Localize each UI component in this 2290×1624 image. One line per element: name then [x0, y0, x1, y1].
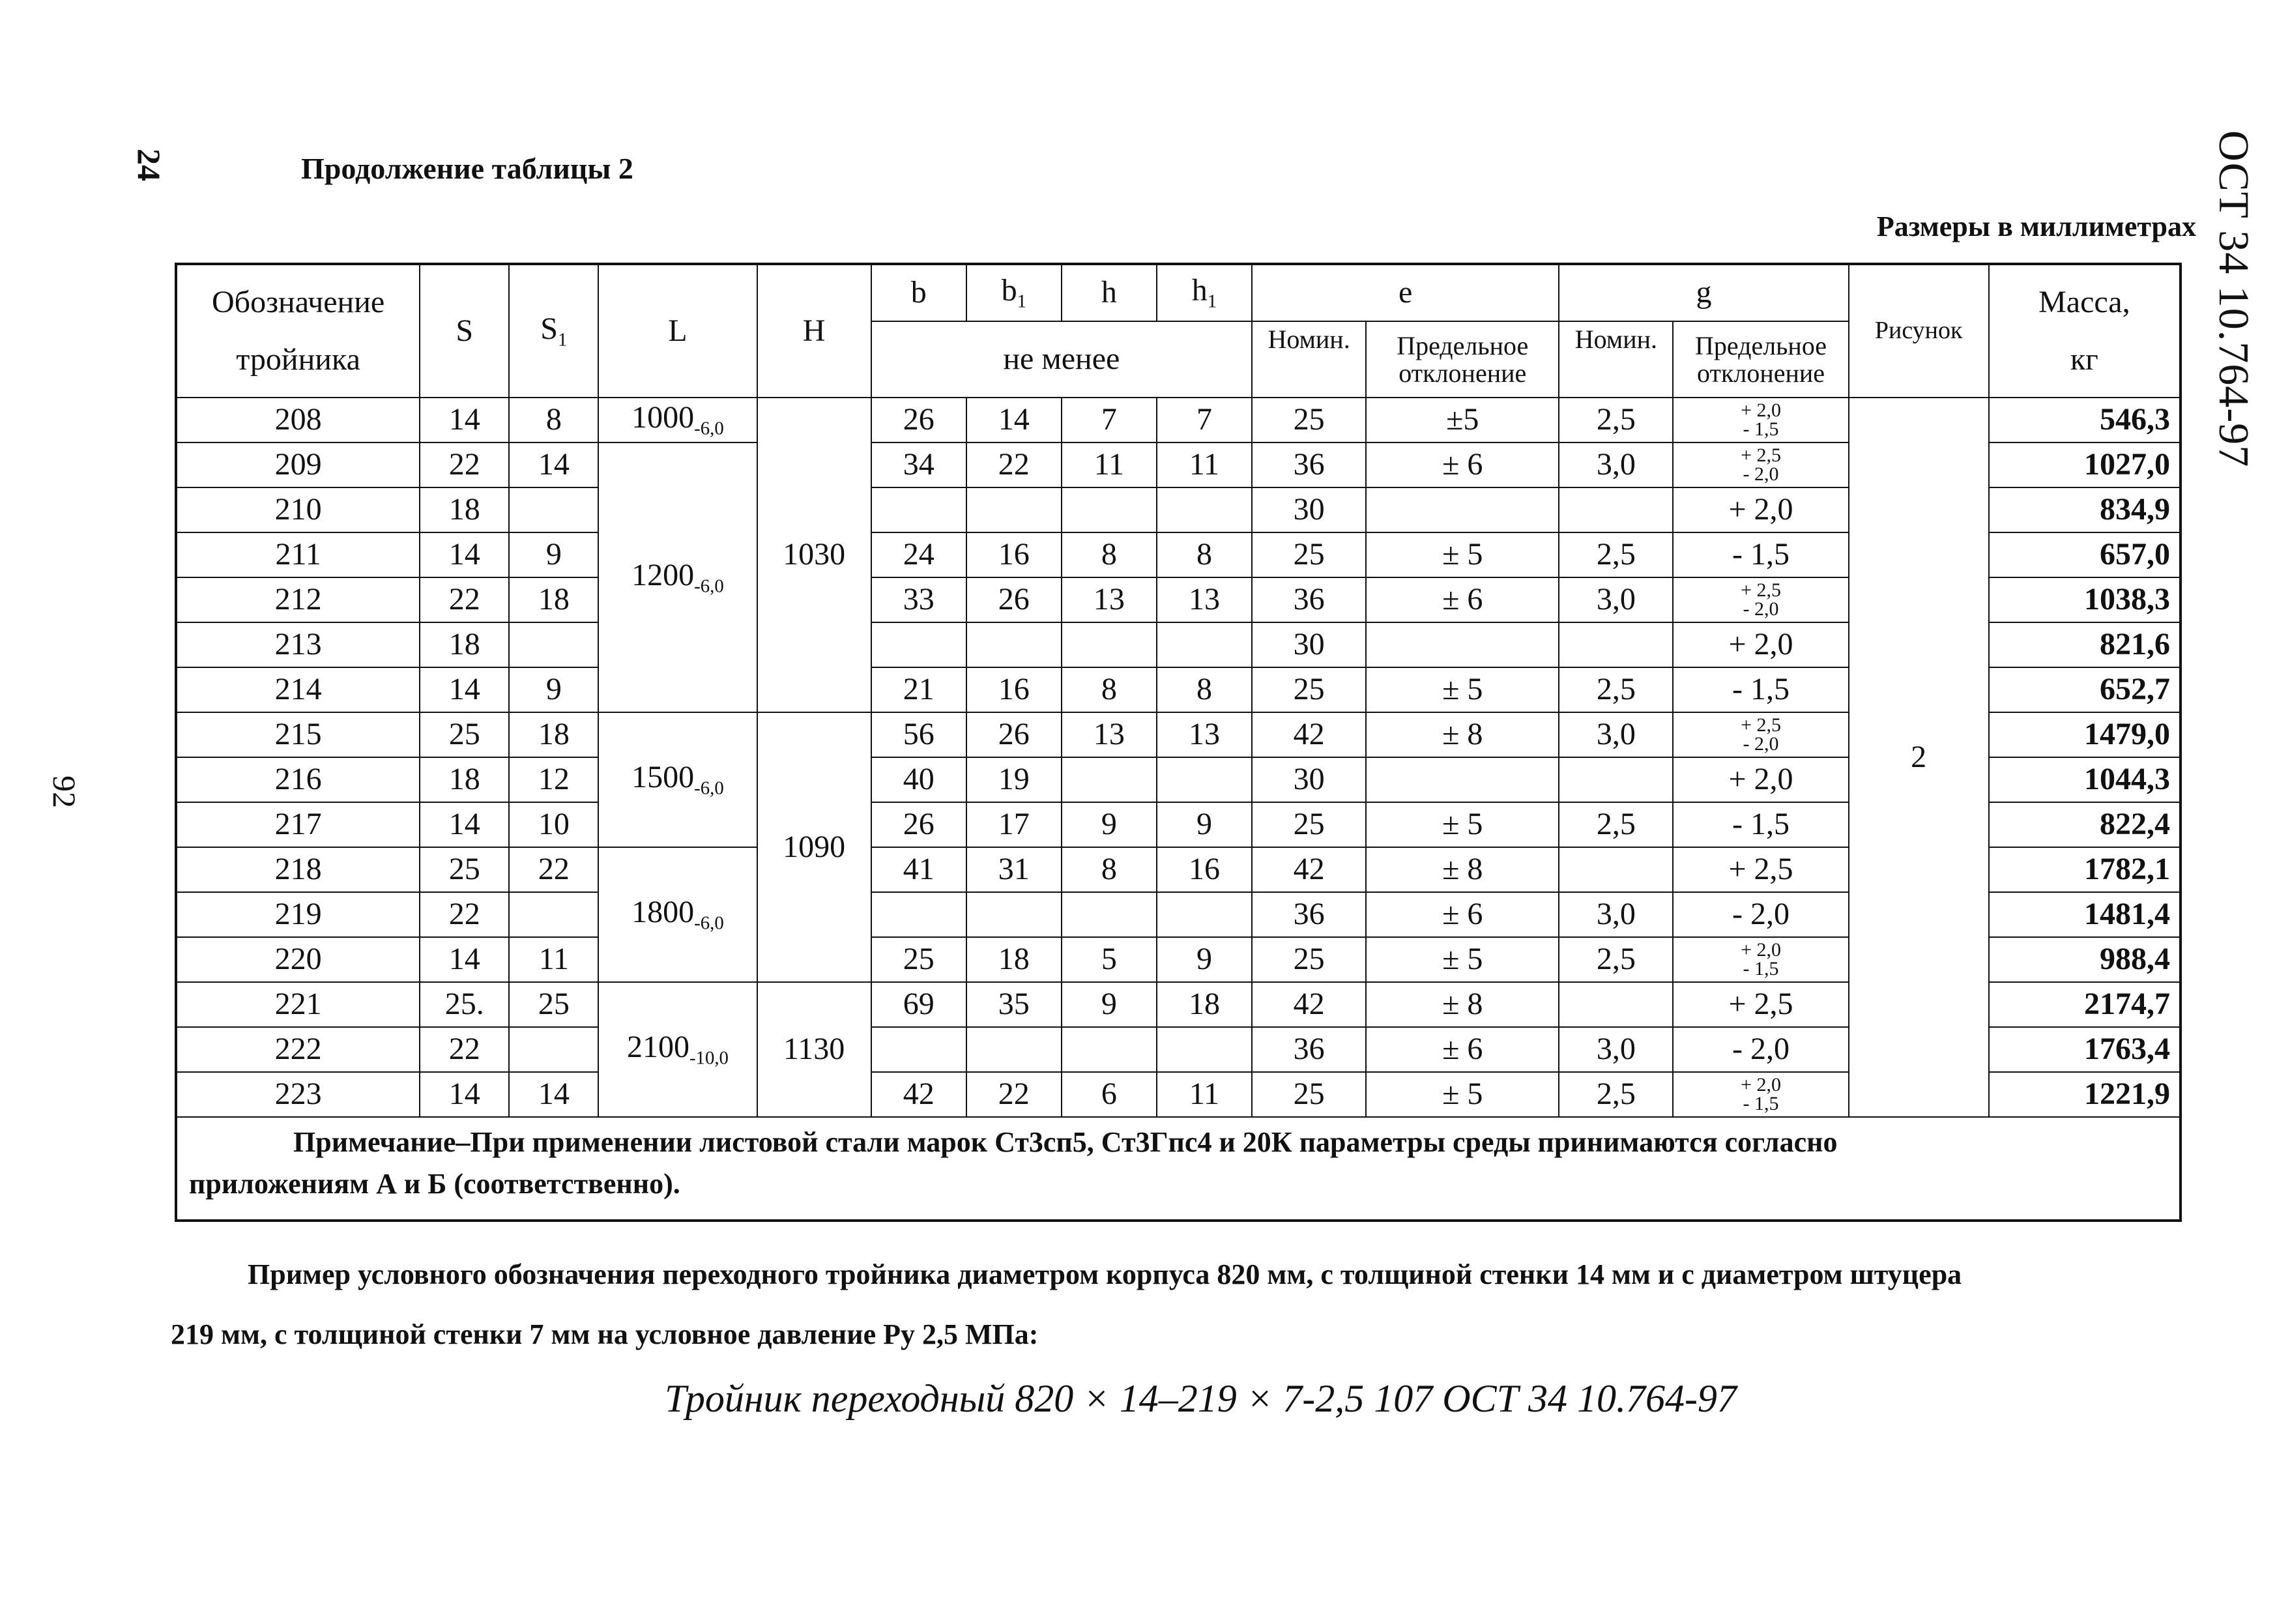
cell-h: 8 [1062, 847, 1157, 892]
cell-b: 21 [871, 667, 966, 712]
cell-L-tolerance: -6,0 [694, 418, 724, 439]
cell-g-nominal: 2,5 [1559, 937, 1673, 982]
cell-mass: 2174,7 [1989, 982, 2181, 1027]
cell-h: 9 [1062, 802, 1157, 847]
cell-g-nominal: 2,5 [1559, 398, 1673, 442]
table-note-line-2: приложениям А и Б (соответственно). [189, 1167, 680, 1200]
cell-S: 14 [420, 532, 509, 577]
cell-g-nominal: 2,5 [1559, 802, 1673, 847]
cell-b: 24 [871, 532, 966, 577]
cell-e-tolerance: ±5 [1366, 398, 1559, 442]
cell-e-tolerance: ± 8 [1366, 847, 1559, 892]
cell-h: 13 [1062, 712, 1157, 757]
cell-S: 18 [420, 622, 509, 667]
header-e-nominal: Номин. [1252, 321, 1366, 398]
cell-h: 8 [1062, 667, 1157, 712]
header-g-limit: Предельное отклонение [1673, 321, 1848, 398]
cell-designation: 211 [176, 532, 420, 577]
cell-e-tolerance [1366, 487, 1559, 532]
cell-designation: 222 [176, 1027, 420, 1072]
cell-g-nominal [1559, 847, 1673, 892]
cell-b1 [966, 892, 1062, 937]
cell-b1: 26 [966, 577, 1062, 622]
cell-mass: 834,9 [1989, 487, 2181, 532]
header-mass: Масса, кг [1989, 264, 2181, 398]
cell-g-tolerance: + 2,0 - 1,5 [1673, 398, 1848, 442]
cell-mass: 657,0 [1989, 532, 2181, 577]
cell-S1 [509, 622, 598, 667]
cell-L-value: 1800 [631, 895, 695, 930]
cell-e-nominal: 36 [1252, 1027, 1366, 1072]
cell-g-tolerance: + 2,0 - 1,5 [1673, 1072, 1848, 1117]
cell-S: 18 [420, 487, 509, 532]
cell-g-nominal [1559, 622, 1673, 667]
cell-g-tolerance: + 2,5 - 2,0 [1673, 712, 1848, 757]
page-number-top: 24 [131, 149, 167, 181]
cell-mass: 546,3 [1989, 398, 2181, 442]
cell-S1 [509, 1027, 598, 1072]
cell-h1: 13 [1157, 712, 1252, 757]
cell-e-nominal: 25 [1252, 937, 1366, 982]
header-e-limit: Предельное отклонение [1366, 321, 1559, 398]
cell-g-tolerance: - 2,0 [1673, 1027, 1848, 1072]
cell-b [871, 487, 966, 532]
cell-S1: 11 [509, 937, 598, 982]
cell-L [598, 442, 757, 712]
cell-b1: 19 [966, 757, 1062, 802]
cell-h1: 9 [1157, 937, 1252, 982]
standard-code: ОСТ 34 10.764-97 [2210, 130, 2257, 468]
cell-b: 69 [871, 982, 966, 1027]
cell-e-tolerance [1366, 757, 1559, 802]
cell-b [871, 1027, 966, 1072]
cell-mass: 1479,0 [1989, 712, 2181, 757]
cell-L-value: 1500 [631, 760, 695, 795]
cell-mass: 1027,0 [1989, 442, 2181, 487]
cell-h [1062, 1027, 1157, 1072]
example-designation: Тройник переходный 820 × 14–219 × 7-2,5 107 ОСТ 34 10.764-97 [665, 1377, 1737, 1420]
header-g-nominal: Номин. [1559, 321, 1673, 398]
cell-b1: 22 [966, 442, 1062, 487]
cell-designation: 212 [176, 577, 420, 622]
cell-g-nominal: 3,0 [1559, 892, 1673, 937]
cell-mass: 652,7 [1989, 667, 2181, 712]
header-designation: Обозначение тройника [176, 264, 420, 398]
cell-h1 [1157, 892, 1252, 937]
table-row [176, 398, 2181, 442]
cell-b: 41 [871, 847, 966, 892]
cell-e-tolerance: ± 6 [1366, 442, 1559, 487]
cell-S1: 14 [509, 442, 598, 487]
cell-S1: 8 [509, 398, 598, 442]
cell-S: 14 [420, 802, 509, 847]
cell-mass: 1782,1 [1989, 847, 2181, 892]
cell-e-tolerance: ± 5 [1366, 802, 1559, 847]
cell-S1: 22 [509, 847, 598, 892]
cell-e-tolerance: ± 5 [1366, 937, 1559, 982]
cell-S1: 18 [509, 712, 598, 757]
cell-S: 22 [420, 577, 509, 622]
cell-S: 14 [420, 937, 509, 982]
cell-h: 6 [1062, 1072, 1157, 1117]
cell-b: 56 [871, 712, 966, 757]
cell-designation: 218 [176, 847, 420, 892]
cell-figure: 2 [1849, 398, 1989, 1117]
cell-b1: 22 [966, 1072, 1062, 1117]
cell-designation: 220 [176, 937, 420, 982]
cell-e-nominal: 36 [1252, 892, 1366, 937]
cell-h: 5 [1062, 937, 1157, 982]
cell-h1: 7 [1157, 398, 1252, 442]
cell-L-tolerance: -6,0 [694, 575, 724, 597]
header-figure: Рисунок [1849, 264, 1989, 398]
cell-h [1062, 487, 1157, 532]
cell-e-nominal: 30 [1252, 757, 1366, 802]
header-h1: $h_1$ [1157, 264, 1252, 321]
cell-designation: 209 [176, 442, 420, 487]
cell-designation: 210 [176, 487, 420, 532]
cell-b1: 14 [966, 398, 1062, 442]
cell-S1 [509, 892, 598, 937]
cell-h1: 11 [1157, 1072, 1252, 1117]
cell-S1: 18 [509, 577, 598, 622]
cell-g-nominal: 3,0 [1559, 442, 1673, 487]
cell-e-nominal: 30 [1252, 622, 1366, 667]
cell-b1 [966, 622, 1062, 667]
cell-S: 22 [420, 442, 509, 487]
cell-designation: 219 [176, 892, 420, 937]
cell-h1: 16 [1157, 847, 1252, 892]
cell-L-value: 1200 [631, 557, 695, 592]
cell-designation: 208 [176, 398, 420, 442]
cell-g-tolerance: + 2,5 - 2,0 [1673, 442, 1848, 487]
cell-S1: 25 [509, 982, 598, 1027]
cell-g-nominal [1559, 757, 1673, 802]
example-paragraph-line-2: 219 мм, с толщиной стенки 7 мм на условное давление Ру 2,5 МПа: [171, 1318, 1039, 1350]
cell-b1: 16 [966, 532, 1062, 577]
cell-b: 26 [871, 802, 966, 847]
cell-e-nominal: 25 [1252, 532, 1366, 577]
cell-g-tolerance: + 2,0 [1673, 757, 1848, 802]
cell-S1: 10 [509, 802, 598, 847]
cell-g-nominal [1559, 982, 1673, 1027]
cell-mass: 821,6 [1989, 622, 2181, 667]
cell-mass: 1044,3 [1989, 757, 2181, 802]
table-note [176, 1117, 2181, 1221]
table-note-line-1: Примечание–При применении листовой стали марок Ст3сп5, Ст3Гпс4 и 20К параметры среды принимаются согласно [293, 1126, 1838, 1158]
cell-g-tolerance: - 1,5 [1673, 667, 1848, 712]
cell-S1: 9 [509, 667, 598, 712]
cell-e-tolerance: ± 6 [1366, 892, 1559, 937]
cell-h1 [1157, 487, 1252, 532]
cell-e-tolerance: ± 5 [1366, 1072, 1559, 1117]
cell-e-tolerance: ± 8 [1366, 982, 1559, 1027]
cell-e-nominal: 25 [1252, 802, 1366, 847]
cell-b1: 16 [966, 667, 1062, 712]
cell-mass: 1481,4 [1989, 892, 2181, 937]
cell-b: 42 [871, 1072, 966, 1117]
cell-mass: 1763,4 [1989, 1027, 2181, 1072]
cell-h1: 13 [1157, 577, 1252, 622]
cell-g-nominal: 2,5 [1559, 1072, 1673, 1117]
cell-h: 13 [1062, 577, 1157, 622]
cell-L-tolerance: -6,0 [694, 777, 724, 799]
cell-H: 1030 [757, 398, 871, 712]
header-b1: $b_1$ [966, 264, 1062, 321]
cell-e-nominal: 36 [1252, 442, 1366, 487]
cell-b: 26 [871, 398, 966, 442]
page-number-side: 92 [46, 776, 83, 808]
cell-S: 25 [420, 847, 509, 892]
cell-h: 7 [1062, 398, 1157, 442]
cell-S1: 14 [509, 1072, 598, 1117]
cell-g-nominal [1559, 487, 1673, 532]
cell-e-nominal: 42 [1252, 847, 1366, 892]
cell-L-value: 1000 [631, 400, 695, 435]
cell-e-tolerance [1366, 622, 1559, 667]
header-S: S [420, 264, 509, 398]
cell-designation: 217 [176, 802, 420, 847]
cell-S1 [509, 487, 598, 532]
cell-designation: 215 [176, 712, 420, 757]
cell-S: 25. [420, 982, 509, 1027]
cell-designation: 214 [176, 667, 420, 712]
cell-S: 14 [420, 667, 509, 712]
cell-e-nominal: 42 [1252, 982, 1366, 1027]
cell-e-nominal: 25 [1252, 1072, 1366, 1117]
cell-h1: 18 [1157, 982, 1252, 1027]
header-S1: $S_1$ [509, 264, 598, 398]
cell-g-tolerance: - 1,5 [1673, 532, 1848, 577]
cell-h1: 8 [1157, 532, 1252, 577]
cell-L [598, 847, 757, 982]
cell-g-tolerance: - 1,5 [1673, 802, 1848, 847]
cell-g-tolerance: + 2,0 [1673, 622, 1848, 667]
dimensions-note: Размеры в миллиметрах [1876, 210, 2196, 242]
cell-g-tolerance: + 2,5 [1673, 847, 1848, 892]
cell-S: 14 [420, 1072, 509, 1117]
cell-b1: 18 [966, 937, 1062, 982]
cell-L-tolerance: -6,0 [694, 912, 724, 934]
cell-L [598, 982, 757, 1117]
cell-h1 [1157, 622, 1252, 667]
cell-mass: 822,4 [1989, 802, 2181, 847]
cell-g-tolerance: + 2,5 [1673, 982, 1848, 1027]
cell-b1: 31 [966, 847, 1062, 892]
cell-H: 1090 [757, 712, 871, 982]
cell-e-tolerance: ± 5 [1366, 532, 1559, 577]
cell-h: 9 [1062, 982, 1157, 1027]
cell-h1 [1157, 757, 1252, 802]
header-g: g [1559, 264, 1848, 321]
cell-designation: 221 [176, 982, 420, 1027]
header-h: h [1062, 264, 1157, 321]
cell-h [1062, 622, 1157, 667]
cell-h [1062, 757, 1157, 802]
cell-designation: 223 [176, 1072, 420, 1117]
cell-designation: 213 [176, 622, 420, 667]
cell-S: 22 [420, 892, 509, 937]
cell-designation: 216 [176, 757, 420, 802]
cell-b1: 26 [966, 712, 1062, 757]
cell-L [598, 712, 757, 847]
cell-b [871, 622, 966, 667]
cell-e-nominal: 25 [1252, 667, 1366, 712]
cell-e-nominal: 30 [1252, 487, 1366, 532]
header-not-less: не менее [871, 321, 1252, 398]
cell-h1: 9 [1157, 802, 1252, 847]
cell-g-nominal: 3,0 [1559, 577, 1673, 622]
cell-L [598, 398, 757, 442]
cell-b1: 35 [966, 982, 1062, 1027]
cell-e-tolerance: ± 6 [1366, 577, 1559, 622]
cell-S1: 12 [509, 757, 598, 802]
header-e: e [1252, 264, 1559, 321]
cell-h1: 8 [1157, 667, 1252, 712]
cell-H: 1130 [757, 982, 871, 1117]
cell-b [871, 892, 966, 937]
cell-S: 22 [420, 1027, 509, 1072]
cell-mass: 1038,3 [1989, 577, 2181, 622]
cell-g-tolerance: + 2,0 [1673, 487, 1848, 532]
tee-dimensions-table [175, 263, 2182, 1222]
cell-b1 [966, 487, 1062, 532]
cell-e-tolerance: ± 8 [1366, 712, 1559, 757]
cell-e-nominal: 42 [1252, 712, 1366, 757]
header-L: L [598, 264, 757, 398]
cell-b: 25 [871, 937, 966, 982]
cell-b1 [966, 1027, 1062, 1072]
cell-g-tolerance: + 2,0 - 1,5 [1673, 937, 1848, 982]
cell-L-value: 2100 [626, 1030, 689, 1065]
cell-h: 11 [1062, 442, 1157, 487]
cell-h: 8 [1062, 532, 1157, 577]
example-paragraph-line-1: Пример условного обозначения переходного тройника диаметром корпуса 820 мм, с толщиной стенки 14 мм и с диаметром штуцера [248, 1258, 1962, 1290]
cell-mass: 1221,9 [1989, 1072, 2181, 1117]
cell-g-nominal: 3,0 [1559, 1027, 1673, 1072]
cell-g-nominal: 3,0 [1559, 712, 1673, 757]
cell-b1: 17 [966, 802, 1062, 847]
cell-e-nominal: 25 [1252, 398, 1366, 442]
cell-h1: 11 [1157, 442, 1252, 487]
cell-S: 25 [420, 712, 509, 757]
cell-g-tolerance: + 2,5 - 2,0 [1673, 577, 1848, 622]
cell-S1: 9 [509, 532, 598, 577]
note-row [176, 1117, 2181, 1221]
cell-e-nominal: 36 [1252, 577, 1366, 622]
cell-h [1062, 892, 1157, 937]
cell-mass: 988,4 [1989, 937, 2181, 982]
cell-g-tolerance: - 2,0 [1673, 892, 1848, 937]
header-b: b [871, 264, 966, 321]
table-continuation-title: Продолжение таблицы 2 [301, 152, 633, 185]
cell-e-tolerance: ± 5 [1366, 667, 1559, 712]
cell-b: 40 [871, 757, 966, 802]
cell-h1 [1157, 1027, 1252, 1072]
cell-b: 33 [871, 577, 966, 622]
cell-g-nominal: 2,5 [1559, 667, 1673, 712]
cell-S: 18 [420, 757, 509, 802]
cell-e-tolerance: ± 6 [1366, 1027, 1559, 1072]
cell-g-nominal: 2,5 [1559, 532, 1673, 577]
cell-b: 34 [871, 442, 966, 487]
cell-S: 14 [420, 398, 509, 442]
header-H: H [757, 264, 871, 398]
cell-L-tolerance: -10,0 [689, 1047, 729, 1069]
